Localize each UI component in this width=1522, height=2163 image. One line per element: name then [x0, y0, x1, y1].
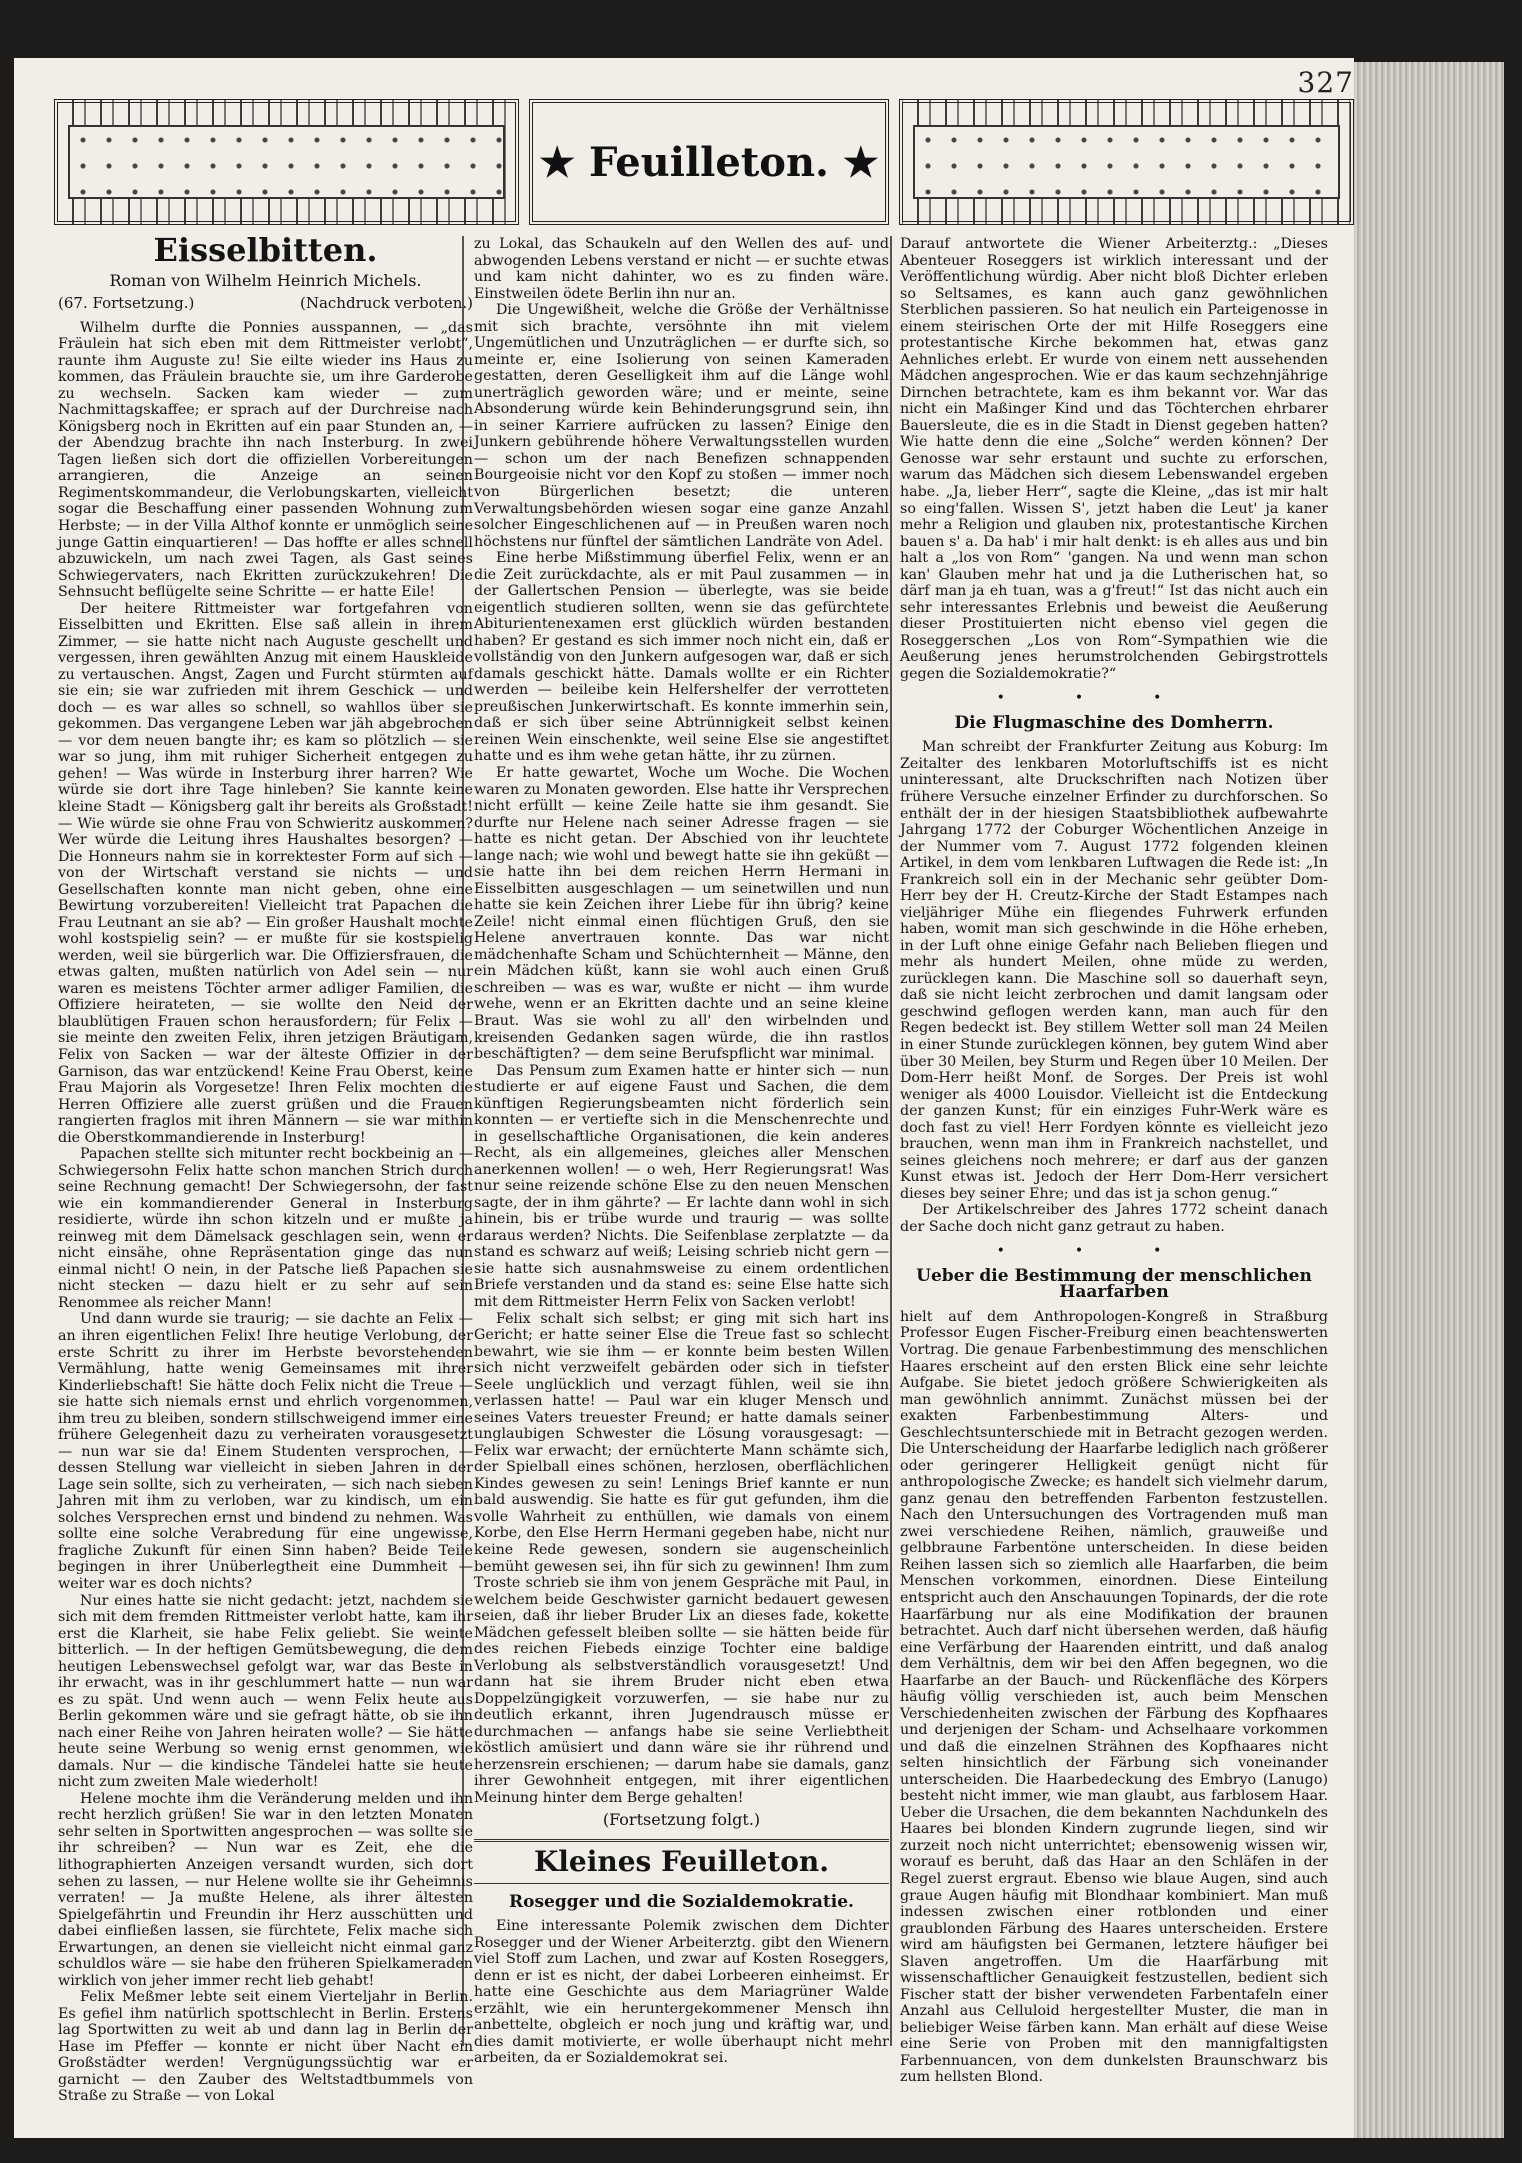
column-middle — [474, 236, 889, 2067]
paragraph: Wilhelm durfte die Ponnies ausspannen, — „das Fräulein hat sich eben mit dem Rittmeister verlobt“, raunte ihm Auguste zu! Sie eilte wieder ins Haus zu kommen, das Fräulein brauchte sie, um ihre Garderobe zu wechseln. Sacken kam wieder — zum Nachmittagskaffee; er sprach auf der Durchreise nach Königsberg noch in Ekritten auf ein paar Stunden an, — der Abendzug brachte ihn nach Insterburg. In zwei Tagen ließen sich dort die offiziellen Vorbereitungen arrangieren, die Anzeige an seinen Regimentskommandeur, die Verlobungskarten, vielleicht sogar die Beschaffung einer passenden Wohnung zum Herbste; — in der Villa Althof konnte er unmöglich seine junge Gattin einquartieren! — Das hoffte er alles schnell abzuwickeln, um nach zwei Tagen, als Gast seines Schwiegervaters, nach Ekritten zurückzukehren! Die Sehnsucht beflügelte seine Schritte — er hatte Eile! — [58, 319, 473, 601]
separator-dots: ••• — [996, 690, 1232, 707]
paragraph: Man schreibt der Frankfurter Zeitung aus Koburg: Im Zeitalter des lenkbaren Motorluftschiffs ist es nicht uninteressant, alte Druckschriften nach Notizen über frühere Versuche einzelner Erfinder zu durchforschen. So enthält der in der hiesigen Staatsbibliothek aufbewahrte Jahrgang 1772 der Coburger Wöchentlichen Anzeige in der Nummer vom 7. August 1772 folgenden kleinen Artikel, in dem vom lenkbaren Luftwagen die Rede ist: „In Frankreich soll ein in der Mechanic sehr geübter Dom-Herr bey der H. Creutz-Kirche der Stadt Estampes nach vieljähriger Mühe ein fliegendes Fuhrwerk erfunden haben, womit man sich geschwinde in die Höhe erheben, in der Luft ohne einige Gefahr nach Belieben fliegen und mehr als hundert Meilen, ohne müde zu werden, zurücklegen kann. Die Maschine soll so dauerhaft seyn, daß sie nicht leicht zerbrochen und damit langsam oder geschwind geflogen werden kann, man auch für den Regen bedeckt ist. Bey stillem Wetter soll man 24 Meilen in einer Stunde zurücklegen können, bey gutem Wind aber über 30 Meilen, bey Sturm und Regen über 10 Meilen. Der Dom-Herr heißt Monf. de Sorges. Der Preis ist wohl weniger als 4000 Louisdor. Vielleicht ist die Entdeckung der ganzen Kunst; für ein einziges Fuhr-Werk wäre es doch fast zu viel! Herr Fordyen könnte es vielleicht jezo brauchen, wenn man ihm in Frankreich nachstellet, und seines gleichens noch mehrere; er darf aus der ganzen Kunst etwas ist. Jedoch der Herr Dom-Herr versichert dieses bey seiner Ehre; und das ist ja schon genug.“ — [900, 739, 1328, 1202]
reprint-notice: (Nachdruck verboten.) — [299, 294, 473, 313]
column-right — [900, 236, 1328, 2086]
ornament-right — [899, 99, 1354, 225]
continued-note: (Fortsetzung folgt.) — [602, 1810, 761, 1830]
section-title: Kleines Feuilleton. — [474, 1839, 889, 1884]
paragraph: Eine interessante Polemik zwischen dem Dichter Rosegger und der Wiener Arbeiterztg. gibt den Wienern viel Stoff zum Lachen, und zwar auf Kosten Roseggers, denn er ist es nicht, der dabei Lorbeeren einheimst. Er hatte eine Geschichte aus dem Mariagrüner Walde erzählt, wie ein heruntergekommener Mensch ihn anbettelte, obgleich er noch jung und kräftig war, und dies damit motivierte, er wolle überhaupt nicht mehr arbeiten, da er Sozialdemokrat sei. — [474, 1918, 889, 2067]
paragraph: Und dann wurde sie traurig; — sie dachte an Felix — an ihren eigentlichen Felix! Ihre heutige Verlobung, der erste Schritt zu ihrer im Herbste bevorstehenden Vermählung, hatte wenig Gemeinsames mit ihrer Kinderliebschaft! Sie hätte doch Felix nicht die Treue — sie hatte sich niemals ernst und ehrlich vorgenommen, ihm treu zu bleiben, sondern stillschweigend immer eine frühere Gelegenheit dazu zu verheiraten vorausgesetzt — nun war sie da! Einem Studenten versprochen, — dessen Stellung war vielleicht in sieben Jahren in der Lage sein sollte, sich zu verheiraten, — sich nach sieben Jahren mit ihm zu verloben, war zu kindisch, um ein solches Versprechen ernst und bindend zu nehmen. Was sollte eine solche Verabredung für eine ungewisse, fragliche Zukunft für einen Sinn haben? Beide Teile begingen in ihrer Unüberlegtheit eine Dummheit — weiter war es doch nichts? — [58, 1311, 473, 1592]
paragraph: Felix schalt sich selbst; er ging mit sich hart ins Gericht; er hatte seiner Else die Treue fast so schlecht bewahrt, wie sie ihm — er konnte beim besten Willen sich nicht verzweifelt gebärden oder sich in tiefster Seele unglücklich und verzagt fühlen, weil sie ihn verlassen hatte! — Paul war ein kluger Mensch und seines Vaters treuester Freund; er hatte damals seiner unglaubigen Schwester die Lösung vorausgesagt: — Felix war erwacht; der ernüchterte Mann schämte sich, der Spielball eines schönen, herzlosen, oberflächlichen Kindes gewesen zu sein! Lenings Brief kannte er nun bald auswendig. Sie hatte es für gut gefunden, ihm die volle Wahrheit zu enthüllen, wie damals von einem Korbe, den Else Herrn Hermani gegeben habe, nicht nur keine Rede gewesen, sondern sie augenscheinlich bemüht gewesen sei, ihn für sich zu gewinnen! Ihm zum Troste schrieb sie ihm von jenem Gespräche mit Paul, in welchem beide Geschwister garnicht bedauert gewesen seien, daß ihr lieber Bruder Lix an dieses fade, kokette Mädchen gefesselt bleiben sollte — sie hätten beide für des reichen Fiebeds einzige Tochter eine baldige Verlobung als selbstverständlich vorausgesetzt! Und dann hat sie ihrem Bruder nicht eben etwa Doppelzüngigkeit vorzuwerfen, — sie habe nur zu deutlich erkannt, ihren Jugendrausch müsse er durchmachen — anfangs habe sie seine Verliebtheit köstlich amüsiert und dann wäre sie ihr rührend und herzensrein erschienen; — darum habe sie damals, ganz ihrer Gewohnheit entgegen, mit ihrer eigentlichen Meinung hinter dem Berge gehalten! — [474, 1310, 889, 1806]
book-page-edges — [1354, 62, 1504, 2138]
ornament-left — [54, 99, 519, 225]
paragraph: Die Ungewißheit, welche die Größe der Verhältnisse mit sich brachte, versöhnte ihn mit vielem Ungemütlichen und Unzuträglichen — er durfte sich, so meinte er, eine Isolierung von seinen Kameraden gestatten, deren Geselligkeit ihm auf die Länge wohl unerträglich geworden wäre; und er meinte, seine Absonderung würde kein Behinderungsgrund sein, ihn in seiner Karriere aufrücken zu lassen? Einige den Junkern gebührende höhere Verwaltungsstellen wurden — schon um der nach Benefizen schnappenden Bourgeoisie nicht vor den Kopf zu stoßen — immer noch von Bürgerlichen besetzt; die unteren Verwaltungsbehörden wiesen sogar eine ganze Anzahl solcher Eingeschlichenen auf — in Preußen waren noch höchstens nur fünftel der sämtlichen Landräte von Adel. — [474, 302, 889, 550]
paragraph: hielt auf dem Anthropologen-Kongreß in Straßburg Professor Eugen Fischer-Freiburg einen beachtenswerten Vortrag. Die genaue Farbenbestimmung des menschlichen Haares erscheint auf den ersten Blick eine sehr leichte Aufgabe. Sie bietet jedoch größere Schwierigkeiten als man gewöhnlich annimmt. Zunächst müssen bei der exakten Farbenbestimmung Alters- und Geschlechtsunterschiede mit in Betracht gezogen werden. Die Unterscheidung der Haarfarbe lediglich nach größerer oder geringerer Helligkeit genügt nicht für anthropologische Zwecke; es handelt sich vielmehr darum, ganz genau den betreffenden Farbenton festzustellen. Nach den Untersuchungen des Vortragenden muß man zwei verschiedene Reihen, nämlich, grauweiße und gelbbraune Farbentöne unterscheiden. In diese beiden Reihen lassen sich so ziemlich alle Haarfarben, die beim Menschen vorkommen, einordnen. Diese Einteilung entspricht auch den Anschauungen Topinards, der die rote Haarfärbung nur als eine Modifikation der braunen betrachtet. Auch darf nicht übersehen werden, daß häufig eine Verfärbung der Haarenden eintritt, und daß analog dem Verhältnis, dem wir bei den Affen begegnen, wo die Haarfarbe an der Bauch- und Rückenfläche des Körpers häufig völlig verschieden ist, auch beim Menschen Verschiedenheiten zwischen der Färbung des Kopfhaares und derjenigen der Scham- und Achselhaare vorkommen und daß die einzelnen Strähnen des Kopfhaares nicht selten hinsichtlich der Färbung sich voneinander unterscheiden. Die Haarbedeckung des Embryo (Lanugo) besteht nicht immer, wie man glaubt, aus farblosem Haar. Ueber die Ursachen, die dem bekannten Nachdunkeln des Haares bei blonden Kindern zugrunde liegen, sind wir zurzeit noch nicht unterrichtet; ebensowenig wissen wir, worauf es beruht, daß das Haar an den Schläfen in der Regel zuerst ergraut. Ebenso wie blaue Augen, sind auch graue Augen häufig mit Blondhaar kombiniert. Man muß indessen zwischen einer rotblonden und einer graublonden Färbung des Haares unterscheiden. Erstere wird am häufigsten bei Germanen, letztere häufiger bei Slaven angetroffen. Um die Haarfärbung mit wissenschaftlicher Genauigkeit festzustellen, bedient sich Fischer statt der bisher verwendeten Farbentafeln einer Anzahl aus Celluloid hergestellter Muster, die man in beliebiger Weise färben kann. Man erhält auf diese Weise eine Serie von Proben mit den mannigfaltigsten Farbennuancen, von dem dunkelsten Braunschwarz bis zum hellsten Blond. — [900, 1308, 1328, 2086]
paragraph: Er hatte gewartet, Woche um Woche. Die Wochen waren zu Monaten geworden. Else hatte ihr Versprechen nicht erfüllt — keine Zeile hatte sie ihm gesandt. Sie durfte nur Helene nach seiner Adresse fragen — sie hatte es nicht getan. Der Abschied von ihr leuchtete lange nach; wie wohl und bewegt hatte sie ihn geküßt — sie hatte ihn bei dem reichen Herrn Hermani in Eisselbitten ausgeschlagen — um seinetwillen und nun hatte sie kein Zeichen ihrer Liebe für ihn übrig? keine Zeile! nicht einmal einen flüchtigen Gruß, den sie Helene anvertrauen konnte. Das war nicht mädchenhafte Scham und Schüchternheit — Männe, den ein Mädchen küßt, kann sie wohl auch einen Gruß schreiben — was es war, wußte er nicht — ihm wurde wehe, wenn er an Ekritten dachte und an seine kleine Braut. Was sie wohl zu all' den wirbelnden und kreisenden Gedanken sagen würde, die ihn rastlos beschäftigten? — dem seine Berufspflicht war minimal. — [474, 765, 889, 1063]
paragraph: zu Lokal, das Schaukeln auf den Wellen des auf- und abwogenden Lebens verstand er nicht — er suchte etwas und kam nicht dahinter, wo es zu finden wäre. Einstweilen ödete Berlin ihn nur an. — [474, 236, 889, 302]
masthead-title: ★ Feuilleton. ★ — [529, 99, 889, 225]
article-heading: Die Flugmaschine des Domherrn. — [954, 712, 1274, 733]
paragraph: Eine herbe Mißstimmung überfiel Felix, wenn er an die Zeit zurückdachte, als er mit Paul zusammen — in der Gallertschen Pension — überlegte, was sie beide eigentlich studieren sollten, wenn sie das gefürchtete Abiturientenexamen erst glücklich würden bestanden haben? Er gestand es sich immer noch nicht ein, daß er vollständig von den Junkern aufgesogen war, daß er sich damals geschickt hätte. Damals wollte er ein Richter werden — beileibe kein Helfershelfer der verrotteten preußischen Junkerwirtschaft. Es konnte immerhin sein, daß er sich über seine Abtrünnigkeit selbst keinen reinen Wein einschenkte, weil seine Else sie angestiftet hatte und es ihm wehe getan hätte, ihr zu zürnen. — [474, 550, 889, 765]
byline: Roman von Wilhelm Heinrich Michels. — [109, 270, 422, 290]
page-number: 327 — [1297, 66, 1354, 99]
masthead — [54, 99, 1354, 229]
paragraph: Helene mochte ihm die Veränderung melden und ihn recht herzlich grüßen! Sie war in den letzten Monaten sehr selten in Sportwitten angesprochen — was sollte sie ihr schreiben? — Nun war es Zeit, ehe die lithographierten Anzeigen versandt wurden, sich dort sehen zu lassen, — nur Helene wollte sie ihr Geheimnis verraten! — Ja mußte Helene, als ihrer ältesten Spielgefährtin und Freundin ihr Herz ausschütten und dabei einfließen lassen, sie fürchtete, Felix mache sich Erwartungen, an denen sie vielleicht nicht einmal ganz schuldlos wäre — sie habe den früheren Spielkameraden wirklich von jeher immer recht lieb gehabt! — [58, 1790, 473, 1989]
paragraph: Das Pensum zum Examen hatte er hinter sich — nun studierte er auf eigene Faust und Sachen, die dem künftigen Regierungsbeamten nicht förderlich sein konnten — er vertiefte sich in die Menschenrechte und in gesellschaftliche Organisationen, die kein anderes Recht, als ein allgemeines, gleiches aller Menschen anerkennen wollen! — o weh, Herr Regierungsrat! Was nur seine reizende schöne Else zu den neuen Menschen sagte, der in ihm gährte? — Er lachte dann wohl in sich hinein, bis er trübe wurde und traurig — was sollte daraus werden? Nichts. Die Seifenblase zerplatzte — da stand es schwarz auf weiß; Leising schrieb nicht gern — sie hatte sich ausnahmsweise zu einem ordentlichen Briefe verstanden und da stand es: seine Else hatte sich mit dem Rittmeister Herrn Felix von Sacken verlobt! — [474, 1062, 889, 1310]
story-title: Eisselbitten. — [153, 231, 378, 269]
paragraph: Felix Meßmer lebte seit einem Vierteljahr in Berlin. Es gefiel ihm natürlich spottschlecht in Berlin. Erstens lag Sportwitten zu weit ab und dann lag in Berlin der Hase im Pfeffer — konnte er nicht über Nacht ein Großstädter werden! Vergnügungssüchtig war er garnicht — den Zauber des Weltstadtbummels von Straße zu Straße — von Lokal — [58, 1989, 473, 2105]
article-heading: Rosegger und die Sozialdemokratie. — [509, 1891, 854, 1912]
installment-meta — [58, 295, 473, 312]
installment: (67. Fortsetzung.) — [58, 294, 195, 313]
paragraph: Darauf antwortete die Wiener Arbeiterztg.: „Dieses Abenteuer Roseggers ist wirklich interessant und der Veröffentlichung würdig. Aber nicht bloß Dichter erleben so Seltsames, es kann auch ganz gewöhnlichen Sterblichen passieren. So hat neulich ein Parteigenosse in einem steirischen Orte der mit Hilfe Roseggers eine protestantische Kirche bekommen hat, etwas ganz Aehnliches erlebt. Er wurde von einem nett aussehenden Mädchen angesprochen. Wie er das kaum sechzehnjährige Dirnchen betrachtete, kam es ihm bekannt vor. War das nicht ein Maßinger Kind und das Töchterchen ehrbarer Bauersleute, die es in die Stadt in Dienst gegeben hatten? Wie hatte denn die eine „Solche“ werden können? Der Genosse war sehr erstaunt und suchte zu erforschen, warum das Mädchen sich diesem Lebenswandel ergeben habe. „Ja, lieber Herr“, sagte die Kleine, „das ist mir halt so eing'fallen. Wissen S', jetzt haben die Leut' ja kaner mehr a Religion und glauben nix, protestantische Kirchen bauen s' a. Da hab' i mir halt denkt: is eh alles aus und bin halt a „los von Rom“ 'gangen. Na und wenn man schon kan' Glauben mehr hat und ja die Lutherischen hat, so därf man ja eh tuan, was a g'freut!“ Ist das nicht auch ein sehr interessantes Erlebnis und beweist die Aeußerung dieser Prostituierten nicht ebenso viel gegen die Roseggerschen „Los von Rom“-Sympathien wie die Aeußerung jenes herumstrolchenden Gebirgstrottels gegen die Sozialdemokratie?“ — [900, 236, 1328, 682]
paragraph: Papachen stellte sich mitunter recht bockbeinig an — Schwiegersohn Felix hatte schon manchen Strich durch seine Rechnung gemacht! Der Schwiegersohn, der fast wie ein kommandierender General in Insterburg residierte, würde ihn schon kitzeln und er mußte ja reinweg mit dem Dämelsack geschlagen sein, wenn er nicht einsähe, ohne Repräsentation ginge das nun einmal nicht! O nein, in der Patsche ließ Papachen sie nicht stecken — dazu hielt er zu sehr auf sein Renommee als reicher Mann! — [58, 1146, 473, 1311]
separator-dots: ••• — [996, 1243, 1232, 1260]
article-heading: Ueber die Bestimmung der menschlichen Haarfarben — [916, 1265, 1312, 1303]
paragraph: Der heitere Rittmeister war fortgefahren von Eisselbitten und Ekritten. Else saß allein in ihrem Zimmer, — sie hatte nicht nach Auguste geschellt und vergessen, ihren gewählten Anzug mit einem Hauskleide zu vertauschen. Angst, Zagen und Furcht stürmten auf sie ein; sie war zufrieden mit ihrem Geschick — und doch — es war alles so schnell, so wahllos über sie gekommen. Das vergangene Leben war jäh abgebrochen — vor dem neuen bangte ihr; es kam so plötzlich — sie war so jung, ihm mit ruhiger Sicherheit entgegen zu gehen! — Was würde in Insterburg ihrer harren? Wie würde sie dort ihre Tage hinleben? Sie kannte keine kleine Stadt — Königsberg galt ihr bereits als Großstadt! — Wie würde sie ohne Frau von Schwieritz auskommen? Wer würde die Leitung ihres Haushaltes besorgen? — Die Honneurs nahm sie in korrektester Form auf sich — von der Wirtschaft verstand sie nichts — und Gesellschaften konnte man nicht geben, ohne eine Bewirtung vorzubereiten! Vielleicht trat Papachen die Frau Leutnant an sie ab? — Ein großer Haushalt mochte wohl kostspielig sein? — er mußte für sie kostspielig werden, weil sie bürgerlich war. Die Offiziersfrauen, die etwas galten, mußten natürlich von Adel sein — nur waren es meistens Töchter armer adliger Familien, die Offiziere heirateten, — sie wollte den Neid der blaublütigen Frauen schon herausfordern; für Felix — sie meinte den zweiten Felix, ihren jetzigen Bräutigam, Felix von Sacken — war der älteste Offizier in der Garnison, das war entzückend! Keine Frau Oberst, keine Frau Majorin als Vorgesetze! Ihren Felix mochten die Herren Offiziere alle zuerst grüßen und die Frauen rangierten fraglos mit ihren Männern — sie war mithin die Oberstkommandierende in Insterburg! — [58, 600, 473, 1146]
column-rule — [890, 236, 892, 2046]
paragraph: Der Artikelschreiber des Jahres 1772 scheint danach der Sache doch nicht ganz getraut zu haben. — [900, 1202, 1328, 1235]
paragraph: Nur eines hatte sie nicht gedacht: jetzt, nachdem sie sich mit dem fremden Rittmeister verlobt hatte, kam ihr erst die Klarheit, sie habe Felix geliebt. Sie weinte bitterlich. — In der heftigen Gemütsbewegung, die dem heutigen Lebenswechsel gefolgt war, war das Beste in ihr erwacht, was in ihr geschlummert hatte — nun war es zu spät. Und wenn auch — wenn Felix heute aus Berlin gekommen wäre und sie gefragt hätte, ob sie ihn nach einer Reihe von Jahren heiraten wolle? — Sie hätte heute seine Werbung so wenig ernst genommen, wie damals. Nur — die kindische Tändelei hatte sie heute nicht zum zweiten Male wiederholt! — [58, 1592, 473, 1791]
column-left — [58, 231, 473, 2105]
